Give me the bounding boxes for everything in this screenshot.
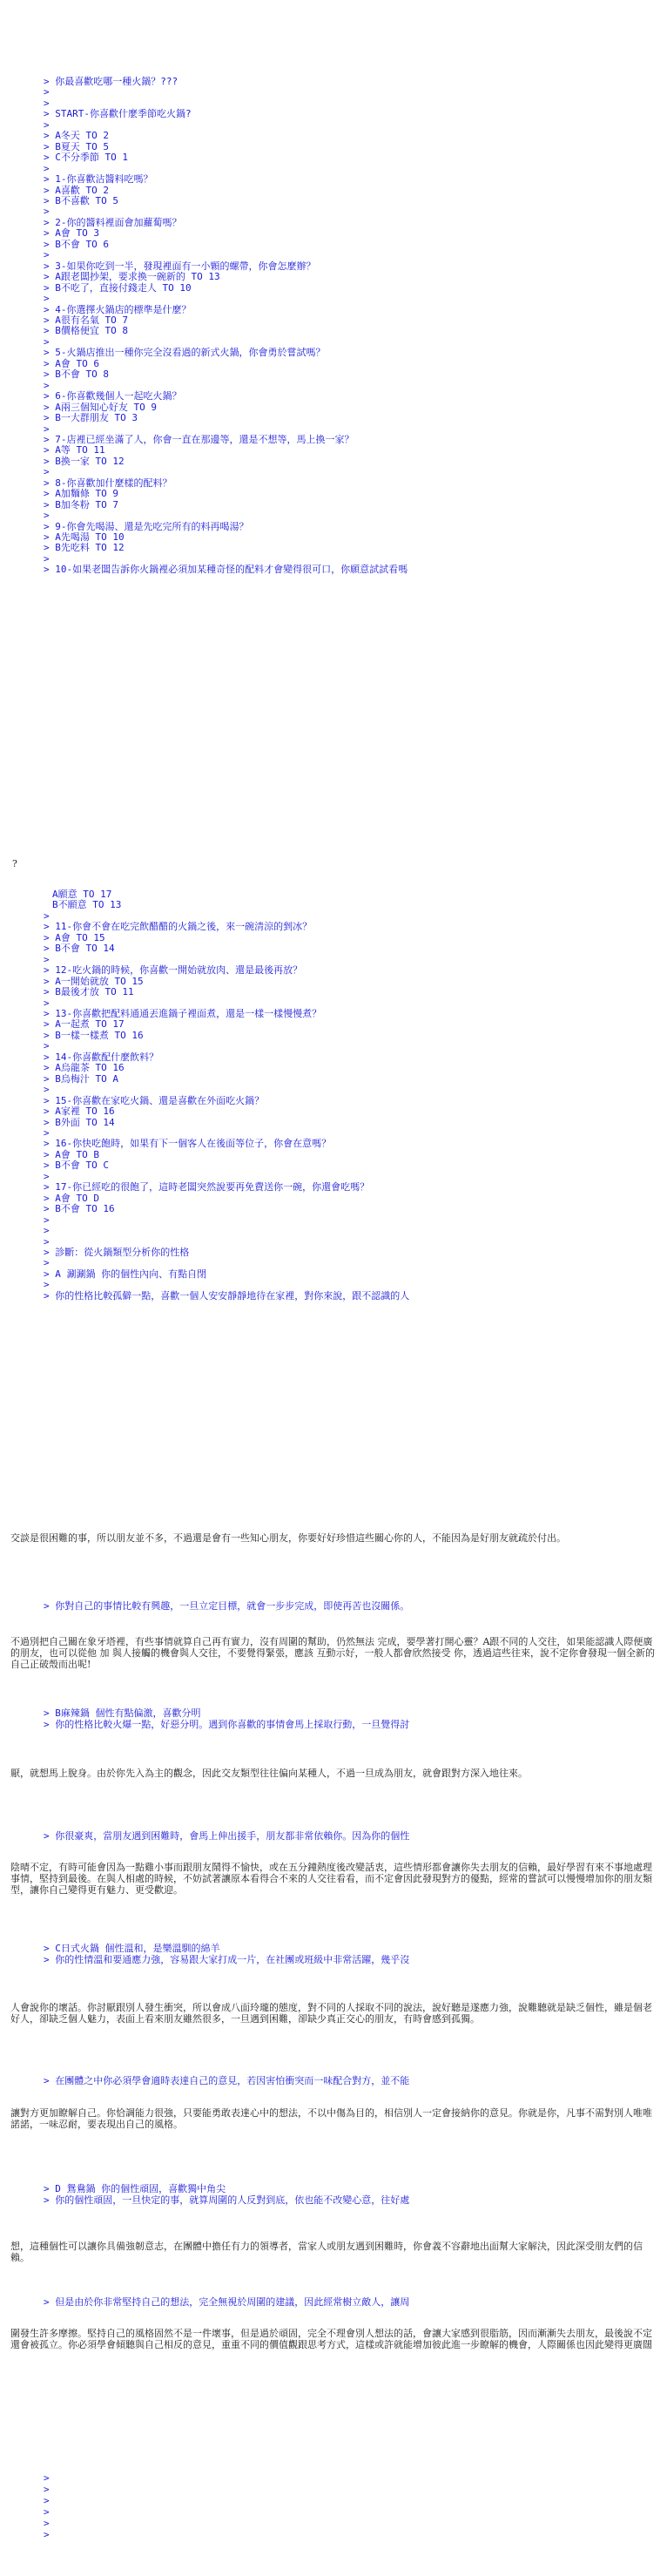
quote-line: > A加麵條 TO 9 — [44, 488, 118, 500]
quote-line: > — [44, 1214, 50, 1226]
quote-line: > — [44, 97, 50, 109]
quote-line: > B不會 TO 8 — [44, 368, 109, 381]
quote-line: > 你的性格比較孤僻一點，喜歡一個人安安靜靜地待在家裡，對你來說，跟不認識的人 — [44, 1289, 410, 1302]
result-d-advice-line: > 但是由於你非常堅持自己的想法，完全無視於周圍的建議，因此經常樹立敵人，讓周 — [44, 2296, 410, 2308]
result-a-paragraph: 交談是很困難的事，所以朋友並不多，不過還是會有一些知心朋友，你要好好珍惜這些關心你的人，不能因為是好朋友就疏於付出。 — [10, 1532, 566, 1544]
quote-line: > B不會 TO 16 — [44, 1203, 115, 1215]
quote-line: > 1-你喜歡沾醬料吃嗎？ — [44, 173, 153, 186]
quote-line: > — [44, 1257, 50, 1269]
quote-line: > — [44, 1279, 50, 1291]
quote-line: > 16-你快吃飽時，如果有下一個客人在後面等位子，你會在意嗎？ — [44, 1138, 332, 1150]
quote-line: > A會 TO 6 — [44, 357, 99, 369]
quote-line: > — [44, 2529, 50, 2540]
result-a-advice-line: > 你對自己的事情比較有興趣，一旦立定目標，就會一步步完成，即使再苦也沒關係。 — [44, 1600, 410, 1612]
quote-line: > 14-你喜歡配什麼飲料？ — [44, 1051, 159, 1063]
result-d-paragraph: 想，這種個性可以讓你具備強韌意志，在團體中擔任有力的領導者，當家人或朋友遇到困難時，你會義不容辭地出面幫大家解決，因此深受朋友們的信賴。 — [10, 2241, 643, 2263]
quote-line: > — [44, 118, 50, 131]
quote-line: > B烏梅汁 TO A — [44, 1072, 118, 1085]
trailing-quote-markers — [44, 2472, 653, 2540]
result-b-paragraph-2: 陰晴不定，有時可能會因為一點雞小事而跟朋友鬧得不愉快，或在五分鐘熱度後改變話衷，這些情形都會讓你失去朋友的信賴，最好學習有來不事地處理事情，堅持到最後。在與人相處的時候，不妨試著讓原本看得合不來的人交往看看，而不定會因此發現對方的優點，經常的嘗試可以慢慢增加你的朋友類型，讓你自己變得更有魅力、更受歡迎。 — [10, 1862, 652, 1896]
quote-line: > A會 TO 15 — [44, 931, 105, 943]
quote-line: > — [44, 86, 50, 98]
quote-line: > B換一家 TO 12 — [44, 455, 125, 467]
quote-line: > — [44, 2484, 50, 2495]
quote-line: > A會 TO 3 — [44, 227, 99, 240]
quote-line: > — [44, 1235, 50, 1247]
quote-line: > 15-你喜歡在家吃火鍋、還是喜歡在外面吃火鍋？ — [44, 1094, 265, 1106]
quote-line: > — [44, 162, 50, 174]
quote-line: > 6-你喜歡幾個人一起吃火鍋？ — [44, 390, 182, 402]
quote-line: > 9-你會先喝湯、還是先吃完所有的料再喝湯？ — [44, 520, 249, 532]
quiz-questions-part-2 — [44, 889, 653, 1302]
quote-line: > START-你喜歡什麼季節吃火鍋? — [44, 108, 192, 120]
quote-line: A願意 TO 17 — [52, 889, 112, 900]
quote-line: > — [44, 909, 50, 922]
result-b-header — [44, 1707, 653, 1730]
quote-line: > — [44, 466, 50, 478]
quote-line: > A一起煮 TO 17 — [44, 1018, 125, 1031]
quote-line: > — [44, 249, 50, 261]
quote-line: > A喜歡 TO 2 — [44, 184, 109, 196]
quote-line: > D 鴛鴦鍋 你的個性頑固，喜歡獨中角尖 — [44, 2183, 226, 2194]
quote-line: > B麻辣鍋 個性有點偏激，喜歡分明 — [44, 1707, 201, 1719]
quote-line: > — [44, 997, 50, 1009]
result-d-header — [44, 2183, 653, 2206]
quote-line: > — [44, 293, 50, 305]
quote-line: > — [44, 2472, 50, 2484]
quote-line: > — [44, 953, 50, 965]
quote-line: > 3-如果你吃到一半，發現裡面有一小顆的螺帶，你會怎麼辦？ — [44, 260, 316, 272]
quote-line: > C不分季節 TO 1 — [44, 152, 128, 164]
result-c-advice-line: > 在團體之中你必須學會適時表達自己的意見，若因害怕衝突而一味配合對方，並不能 — [44, 2075, 410, 2086]
quote-line: > 10-如果老闆告訴你火鍋裡必須加某種奇怪的配料才會變得很可口，你願意試試看嗎 — [44, 564, 408, 576]
quote-line: > — [44, 1040, 50, 1052]
result-d-paragraph-2: 圍發生許多摩擦。堅持自己的風格固然不是一件壞事，但是過於頑固，完全不理會別人想法的話，會讓大家感到很脂筋，因而漸漸失去朋友，最後說不定還會被孤立。你必須學會傾聽與自己相反的意見，重重不同的價值觀跟思考方式，這樣或許就能增加彼此進一步瞭解的機會，人際關係也因此變得更廣闊 — [10, 2328, 652, 2350]
result-b-advice-line: > 你很豪爽，當朋友遇到困難時，會馬上伸出援手，朋友都非常依賴你。因為你的個性 — [44, 1830, 410, 1842]
quote-line: > 5-火鍋店推出一種你完全沒看過的新式火鍋，你會勇於嘗試嗎？ — [44, 347, 326, 359]
quote-line: > A會 TO B — [44, 1148, 99, 1160]
quote-line: > A冬天 TO 2 — [44, 130, 109, 142]
quote-line: > 診斷：從火鍋類型分析你的性格 — [44, 1246, 190, 1258]
quote-line: > 11-你會不會在吃完飲醋醋的火鍋之後，來一碗清涼的剉冰？ — [44, 921, 313, 933]
quote-line: > B不會 TO 6 — [44, 238, 109, 250]
quote-line: B不願意 TO 13 — [52, 899, 122, 911]
quote-line: > 2-你的醬料裡面會加蘿蔔嗎？ — [44, 216, 182, 228]
quote-line: > C日式火鍋 個性溫和，是樂溫馴的綿羊 — [44, 1943, 220, 1954]
result-c-paragraph-2: 讓對方更加瞭解自己。你恰調能力很強，只要能勇敢表達心中的想法，不以中傷為目的，相信別人一定會接納你的意見。你就是你，凡事不需對別人唯唯諾諾，一味忍耐，要表現出自己的風格。 — [10, 2107, 652, 2130]
quote-line: > A很有名氣 TO 7 — [44, 314, 128, 326]
quote-line: > A先喝湯 TO 10 — [44, 531, 125, 544]
quote-line: > A會 TO D — [44, 1192, 99, 1204]
quote-line: > B先吃料 TO 12 — [44, 542, 125, 554]
quote-line: > B不吃了，直接付錢走人 TO 10 — [44, 281, 192, 294]
quote-line: > A兩三個知心好友 TO 9 — [44, 401, 157, 413]
result-b-paragraph: 厭，就想馬上脫身。由於你先入為主的觀念，因此交友類型往往偏向某種人，不過一旦成為朋友，就會跟對方深入地往來。 — [10, 1768, 528, 1779]
quote-line: > — [44, 510, 50, 522]
question-mark-line: ? — [12, 858, 17, 869]
quote-line: > B加冬粉 TO 7 — [44, 498, 118, 510]
quote-line: > A烏龍茶 TO 16 — [44, 1062, 125, 1074]
quote-line: > 你的性格比較火爆一點，好惡分明。遇到你喜歡的事情會馬上採取行動，一旦覺得討 — [44, 1719, 410, 1730]
quote-line: > — [44, 1225, 50, 1237]
quote-line: > A 涮涮鍋 你的個性內向、有點自閉 — [44, 1268, 207, 1280]
quote-line: > 17-你已經吃的很飽了，這時老闆突然說要再免費送你一碗，你還會吃嗎？ — [44, 1181, 370, 1193]
quote-line: > 你的性情溫和要通應力強，容易跟大家打成一片，在社團或班級中非常活躍，幾乎沒 — [44, 1954, 410, 1965]
quote-line: > A跟老闆抄架，要求換一碗新的 TO 13 — [44, 271, 220, 283]
quote-line: > 4-你選擇火鍋店的標準是什麼？ — [44, 303, 192, 315]
quote-line: > B不會 TO 14 — [44, 943, 115, 955]
quote-line: > — [44, 1126, 50, 1139]
quote-line: > A一開始就放 TO 15 — [44, 975, 144, 987]
quote-line: > B一大群朋友 TO 3 — [44, 412, 138, 424]
quiz-questions-part-1 — [44, 77, 653, 576]
quote-line: > A家裡 TO 16 — [44, 1105, 115, 1118]
quote-line: > B夏天 TO 5 — [44, 140, 109, 152]
quote-line: > 8-你喜歡加什麼樣的配料？ — [44, 477, 172, 489]
quote-line: > — [44, 2506, 50, 2518]
quote-line: > 13-你喜歡把配料通通丟進鍋子裡面煮，還是一樣一樣慢慢煮？ — [44, 1007, 322, 1019]
quote-line: > — [44, 206, 50, 218]
quote-line: > 12-吃火鍋的時候，你喜歡一開始就放肉、還是最後再放？ — [44, 964, 303, 977]
quote-line: > — [44, 2495, 50, 2506]
quote-line: > — [44, 1084, 50, 1096]
quote-line: > A等 TO 11 — [44, 444, 105, 456]
quote-line: > 你的個性頑固，一旦快定的事，就算周圍的人反對到底，依也能不改變心意，往好處 — [44, 2194, 410, 2206]
quote-line: > — [44, 423, 50, 435]
result-c-paragraph: 人會說你的壞話。你討厭跟別人發生衝突，所以會成八面玲瓏的態度，對不同的人採取不同的說法，說好聽是遂應力強，說難聽就是缺乏個性，雖是個老好人，卻缺乏個人魅力，表面上看來朋友雖然很多，一旦遇到困難，卻缺少真正交心的朋友，有時會感到孤獨。 — [10, 2002, 652, 2025]
quote-line: > B一樣一樣煮 TO 16 — [44, 1029, 144, 1041]
quote-line: > 你最喜歡吃哪一種火鍋？??? — [44, 76, 179, 87]
quote-line: > — [44, 335, 50, 348]
quote-line: > B外面 TO 14 — [44, 1116, 115, 1128]
quote-line: > — [44, 379, 50, 391]
quote-line: > — [44, 552, 50, 565]
quote-line: > B最後才放 TO 11 — [44, 986, 134, 998]
quote-line: > B不喜歡 TO 5 — [44, 194, 118, 206]
result-a-paragraph-2: 不過別把自己關在象牙塔裡，有些事情就算自己再有實力，沒有周圍的幫助，仍然無法 完成，要學著打開心靈？A跟不同的人交往，如果能認識人際便廣的朋友，也可以從他 加 與人接觸的機會與人交往，不要覺得緊張，應該 互動示好，一般人都會欣然接受 你，透過這些往來，說不定你會發現一個全新的自己正破殼而出呢! — [10, 1636, 655, 1670]
quote-line: > B價格便宜 TO 8 — [44, 325, 128, 337]
quote-line: > — [44, 1170, 50, 1182]
quote-line: > 7-店裡已經坐滿了人，你會一直在那邊等，還是不想等，馬上換一家？ — [44, 433, 354, 445]
quote-line: > B不會 TO C — [44, 1160, 109, 1172]
quote-line: > — [44, 2518, 50, 2529]
result-c-header — [44, 1943, 653, 1965]
